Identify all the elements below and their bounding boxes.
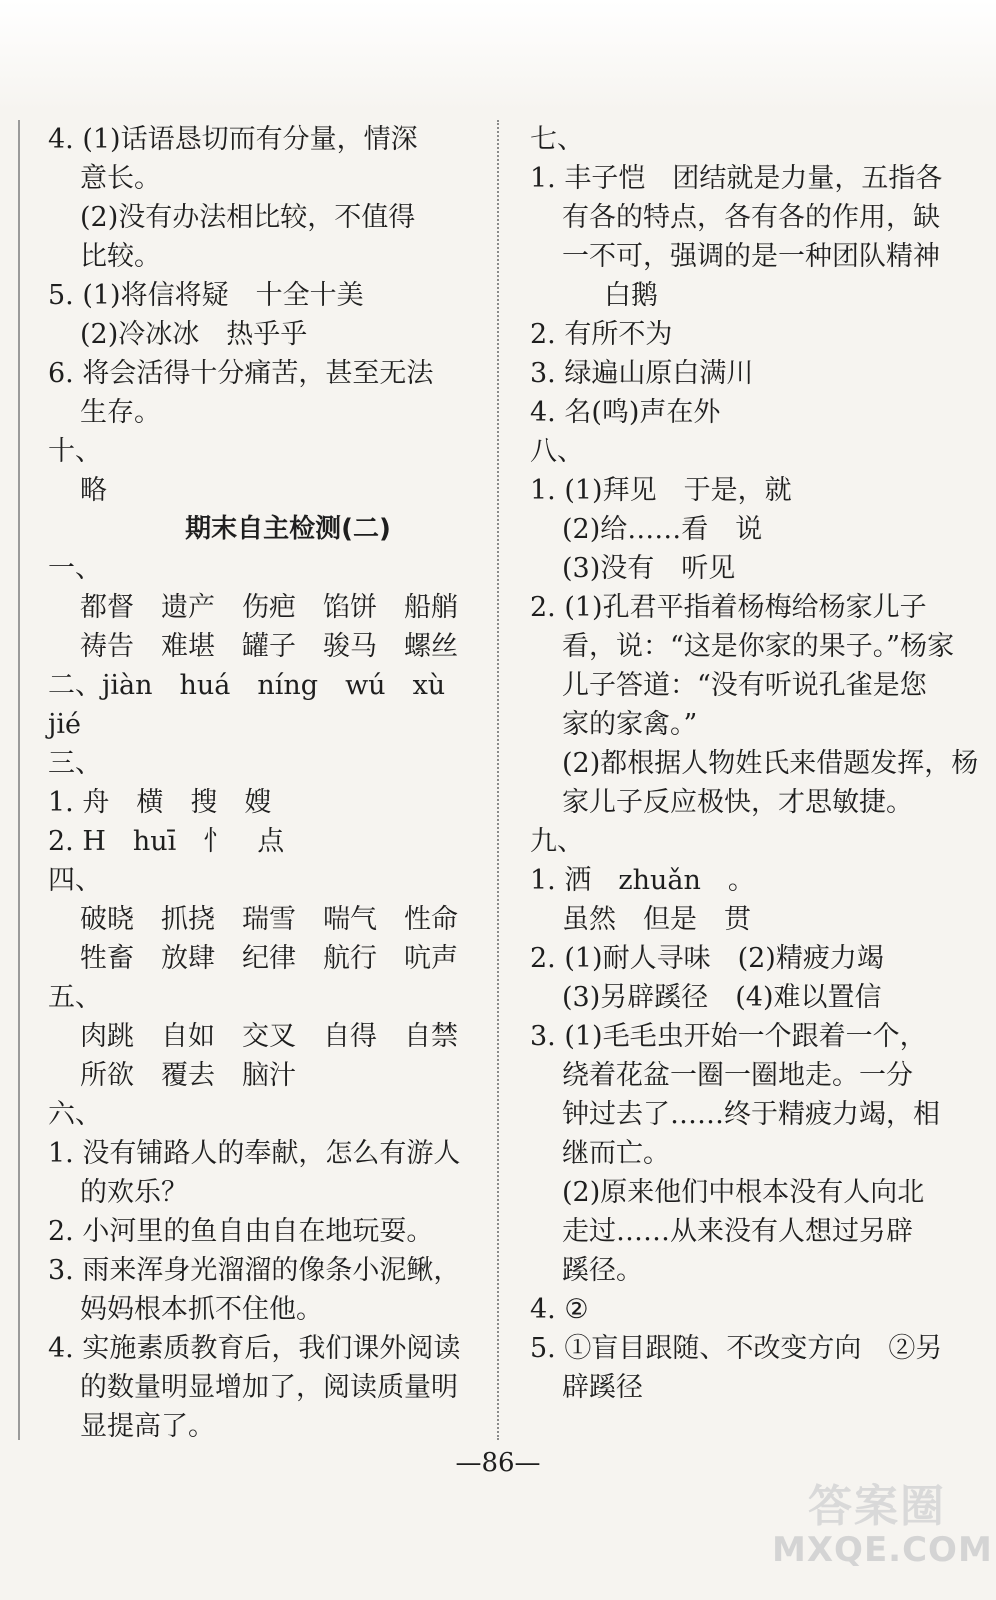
answer-line: 白鹅 [604, 280, 658, 311]
answer-line: (3)没有 听见 [562, 553, 736, 584]
answer-line: (2)原来他们中根本没有人向北 [562, 1177, 925, 1208]
answer-line: 家的家禽。” [562, 709, 698, 740]
answer-line: 2. 有所不为 [530, 319, 673, 350]
answer-line: 4. 实施素质教育后，我们课外阅读 [48, 1333, 461, 1364]
section-heading: 二、jiàn huá níng wú xù [48, 670, 446, 701]
answer-line: 3. 绿遍山原白满川 [530, 358, 754, 389]
answer-line: 辟蹊径 [562, 1372, 643, 1403]
section-heading: 十、 [48, 436, 102, 467]
answer-line: 4. ② [530, 1294, 589, 1325]
answer-line: 2. (1)孔君平指着杨梅给杨家儿子 [530, 592, 927, 623]
answer-line: 祷告 难堪 罐子 骏马 螺丝 [80, 631, 458, 662]
section-heading: 七、 [530, 124, 584, 155]
answer-line: 生存。 [80, 397, 161, 428]
answer-line: 看，说：“这是你家的果子。”杨家 [562, 631, 955, 662]
answer-line: jié [48, 709, 81, 740]
section-heading: 一、 [48, 553, 102, 584]
answer-line: 的欢乐？ [80, 1177, 188, 1208]
answer-line: 绕着花盆一圈一圈地走。一分 [562, 1060, 913, 1091]
watermark-logo [768, 1470, 993, 1580]
section-heading: 五、 [48, 982, 102, 1013]
answer-line: 破晓 抓挠 瑞雪 喘气 性命 [80, 904, 458, 935]
answer-line: 的数量明显增加了，阅读质量明 [80, 1372, 458, 1403]
answer-line: 走过……从来没有人想过另辟 [562, 1216, 913, 1247]
answer-line: 2. (1)耐人寻味 (2)精疲力竭 [530, 943, 884, 974]
answer-line: 4. 名(鸣)声在外 [530, 397, 721, 428]
section-heading: 四、 [48, 865, 102, 896]
answer-line: (3)另辟蹊径 (4)难以置信 [562, 982, 882, 1013]
column-divider [497, 120, 499, 1440]
answer-line: (2)没有办法相比较，不值得 [80, 202, 416, 233]
answer-line: 牲畜 放肆 纪律 航行 吭声 [80, 943, 458, 974]
section-heading: 三、 [48, 748, 102, 779]
answer-line: 家儿子反应极快，才思敏捷。 [562, 787, 913, 818]
answer-line: (2)都根据人物姓氏来借题发挥，杨 [562, 748, 979, 779]
answer-line: 2. 小河里的鱼自由自在地玩耍。 [48, 1216, 434, 1247]
answer-line: 1. 洒 zhuǎn 。 [530, 865, 755, 896]
watermark-main-text: 答案圈 [808, 1481, 946, 1532]
answer-line: 肉跳 自如 交叉 自得 自禁 [80, 1021, 458, 1052]
exam-title: 期末自主检测(二) [185, 514, 391, 544]
answer-line: 意长。 [80, 163, 161, 194]
margin-rule [18, 120, 20, 1440]
answer-line: 所欲 覆去 脑汁 [80, 1060, 296, 1091]
scan-top-edge [0, 0, 996, 112]
section-heading: 九、 [530, 826, 584, 857]
answer-line: 5. (1)将信将疑 十全十美 [48, 280, 364, 311]
answer-line: (2)冷冰冰 热乎乎 [80, 319, 308, 350]
answer-line: 2. H huī 忄 点 [48, 826, 285, 857]
right-column [530, 120, 979, 1407]
answer-line: (2)给……看 说 [562, 514, 763, 545]
answer-line: 3. 雨来浑身光溜溜的像条小泥鳅， [48, 1255, 461, 1286]
answer-line: 1. 丰子恺 团结就是力量，五指各 [530, 163, 943, 194]
answer-line: 略 [80, 475, 107, 506]
section-heading: 六、 [48, 1099, 102, 1130]
left-column [48, 120, 488, 1446]
answer-line: 比较。 [80, 241, 161, 272]
answer-line: 继而亡。 [562, 1138, 670, 1169]
answer-line: 1. (1)拜见 于是，就 [530, 475, 792, 506]
answer-line: 都督 遗产 伤疤 馅饼 船艄 [80, 592, 458, 623]
answer-line: 1. 舟 横 搜 嫂 [48, 787, 272, 818]
answer-line: 有各的特点，各有各的作用，缺 [562, 202, 940, 233]
answer-line: 钟过去了……终于精疲力竭，相 [562, 1099, 940, 1130]
page-number: —86— [455, 1448, 541, 1478]
answer-line: 一不可，强调的是一种团队精神 [562, 241, 940, 272]
answer-line: 蹊径。 [562, 1255, 643, 1286]
answer-line: 妈妈根本抓不住他。 [80, 1294, 323, 1325]
answer-line: 儿子答道：“没有听说孔雀是您 [562, 670, 927, 701]
section-heading: 八、 [530, 436, 584, 467]
answer-line: 4. (1)话语恳切而有分量，情深 [48, 124, 418, 155]
watermark-site-text: MXQE.COM [772, 1530, 993, 1570]
answer-line: 显提高了。 [80, 1411, 215, 1442]
answer-line: 1. 没有铺路人的奉献，怎么有游人 [48, 1138, 461, 1169]
answer-line: 6. 将会活得十分痛苦，甚至无法 [48, 358, 434, 389]
answer-line: 5. ①盲目跟随、不改变方向 ②另 [530, 1333, 943, 1364]
answer-line: 虽然 但是 贯 [562, 904, 751, 935]
answer-line: 3. (1)毛毛虫开始一个跟着一个， [530, 1021, 927, 1052]
